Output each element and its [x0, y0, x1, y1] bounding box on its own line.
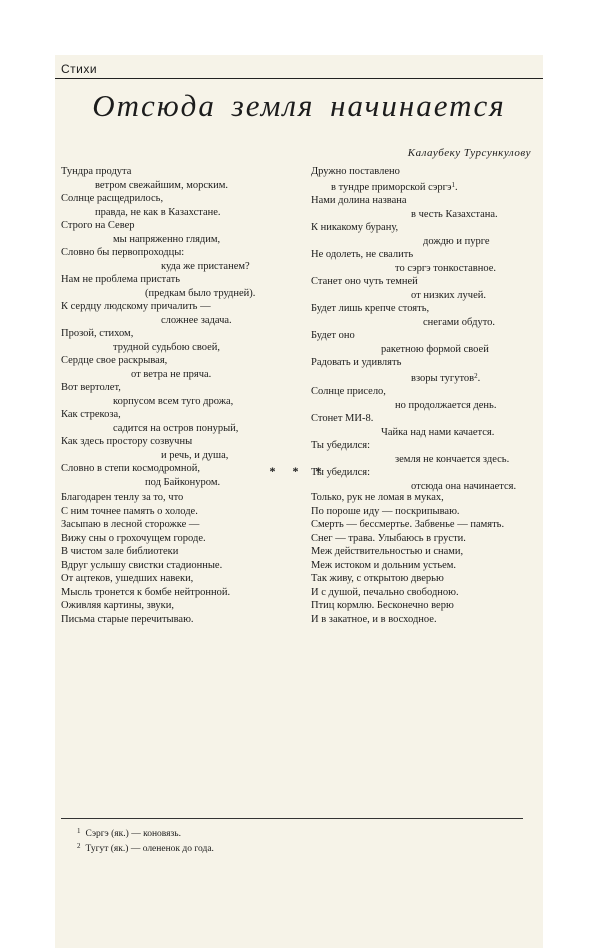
poem-line: Солнце расщедрилось, [61, 193, 164, 204]
poem-line: К никакому бурану, [311, 222, 399, 233]
poem-line: Сердце свое раскрывая, [61, 355, 168, 366]
poem-line: Тундра продута [61, 166, 132, 177]
footnotes [77, 825, 214, 855]
poem-line: сложнее задача. [161, 314, 232, 326]
poem-line: Будет лишь крепче стоять, [311, 303, 430, 314]
poem-line: И с душой, печально свободною. [311, 586, 459, 598]
poem-line: Дружно поставлено [311, 166, 400, 177]
poem-line: Строго на Север [61, 220, 135, 231]
poem-line: Станет оно чуть темней [311, 276, 418, 287]
poem-line: Словно бы первопроходцы: [61, 247, 185, 258]
footnote: $^2$ Тугут (як.) — олененок до года. [77, 842, 214, 854]
poem-line: корпусом всем туго дрожа, [113, 395, 234, 407]
poem-line: От ацтеков, ушедших навеки, [61, 573, 194, 584]
poem-line: от ветра не пряча. [131, 368, 212, 380]
header-rule [55, 78, 543, 79]
poem-line: дождю и пурге [423, 235, 490, 247]
poem-line: но продолжается день. [395, 399, 497, 411]
poem-line: садится на остров понурый, [113, 422, 239, 434]
poem-line: трудной судьбою своей, [113, 341, 221, 353]
dedication: Калаубеку Турсункулову [407, 147, 531, 159]
poem-line: Не одолеть, не свалить [311, 249, 414, 260]
poem-title: Отсюда земля начинается [92, 88, 506, 123]
poem-line: и речь, и душа, [161, 449, 229, 461]
poem-line: Мысль тронется к бомбе нейтронной. [61, 586, 231, 598]
poem-line: Благодарен тенлу за то, что [61, 492, 184, 503]
footnote-rule [61, 818, 523, 819]
poem-line: (предкам было трудней). [145, 287, 256, 299]
poem-line: Вижу сны о грохочущем городе. [61, 532, 206, 544]
poem-line: Как здесь простору созвучны [61, 436, 193, 447]
footnote: $^1$ Сэргэ (як.) — коновязь. [77, 827, 181, 839]
poem-line: в честь Казахстана. [411, 208, 498, 220]
poem-line: Смерть — бессмертье. Забвенье — память. [311, 519, 505, 530]
poem-line: По пороше иду — поскрипываю. [311, 505, 460, 517]
poem-line: Так живу, с открытою дверью [311, 573, 444, 584]
poem-line: Солнце присело, [311, 386, 386, 397]
poem-line: Нам не проблема пристать [61, 274, 181, 285]
poem-line: в тундре приморской сэргэ$^1$. [331, 180, 458, 193]
poem-line: взоры тугутов$^2$. [411, 371, 481, 384]
section-label: Стихи [61, 62, 98, 76]
poem-line: куда же пристанем? [161, 260, 250, 272]
poem-line: С ним точнее память о холоде. [61, 505, 198, 517]
poem-line: К сердцу людскому причалить — [61, 301, 211, 312]
poem-line: земля не кончается здесь. [395, 453, 510, 465]
poem-line: Снег — трава. Улыбаюсь в грусти. [311, 532, 466, 544]
poem-line: И в закатное, и в восходное. [311, 613, 437, 625]
poem-line: ветром свежайшим, морским. [95, 179, 228, 191]
poem-line: В чистом зале библиотеки [61, 546, 179, 557]
poem-line: то сэргэ тонкоставное. [395, 262, 496, 274]
poem-line: под Байконуром. [145, 476, 221, 488]
poem-column-right [311, 165, 541, 493]
poem-line: Ты убедился: [311, 440, 371, 451]
poem-line: Оживляя картины, звуки, [61, 600, 174, 611]
poem-line: Вдруг услышу свистки стадионные. [61, 559, 223, 571]
poem-line: Меж действительностью и снами, [311, 546, 464, 557]
poem-line: Меж истоком и дольним устьем. [311, 559, 457, 571]
second-poem-column-right [311, 491, 541, 626]
poem-line: Стонет МИ-8. [311, 413, 374, 424]
poem-line: Только, рук не ломая в муках, [311, 492, 444, 503]
poem-line: Прозой, стихом, [61, 328, 134, 339]
poem-line: правда, не как в Казахстане. [95, 206, 221, 218]
section-separator: * * * [269, 464, 329, 478]
poem-line: мы напряженно глядим, [113, 233, 221, 245]
second-poem-column-left [61, 491, 291, 626]
poem-line: ракетною формой своей [381, 343, 489, 355]
poem-line: от низких лучей. [411, 289, 486, 301]
poem-line: Радовать и удивлять [311, 357, 402, 368]
poem-line: Вот вертолет, [61, 382, 121, 393]
poem-line: Будет оно [311, 330, 355, 341]
magazine-page [55, 55, 543, 948]
poem-line: Ты убедился: [311, 467, 371, 478]
poem-line: Письма старые перечитываю. [61, 613, 194, 625]
poem-line: Нами долина названа [311, 195, 407, 206]
poem-line: Словно в степи космодромной, [61, 463, 201, 474]
poem-column-left [61, 165, 291, 489]
poem-line: Засыпаю в лесной сторожке — [61, 519, 200, 530]
footnote-ref: 1 [451, 180, 455, 189]
poem-line: Чайка над нами качается. [381, 426, 495, 438]
poem-line: отсюда она начинается. [411, 480, 517, 492]
poem-line: Как стрекоза, [61, 409, 121, 420]
poem-line: Птиц кормлю. Бесконечно верю [311, 600, 454, 611]
poem-line: снегами обдуто. [423, 316, 496, 328]
footnote-ref: 2 [474, 371, 478, 380]
